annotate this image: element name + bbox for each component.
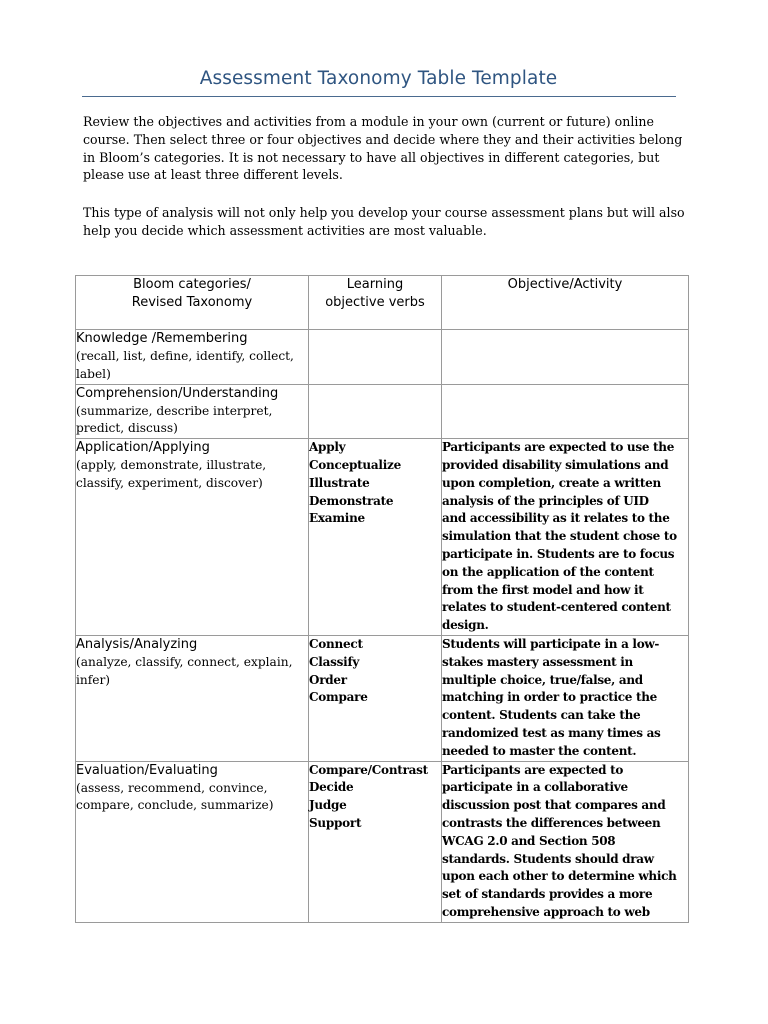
header-text: Objective/Activity xyxy=(507,277,623,292)
verb: Illustrate xyxy=(309,475,370,490)
category-description: predict, discuss) xyxy=(76,421,178,436)
verbs-cell[interactable] xyxy=(309,635,442,761)
verbs-cell[interactable] xyxy=(309,761,442,922)
objective-line: provided disability simulations and xyxy=(442,457,669,472)
header-learning-verbs xyxy=(309,276,442,330)
category-description: classify, experiment, discover) xyxy=(76,475,263,490)
category-cell xyxy=(76,761,309,922)
intro-line: Review the objectives and activities from a module in your own (current or future) online xyxy=(83,114,654,129)
category-cell xyxy=(76,384,309,439)
verb: Decide xyxy=(309,780,354,795)
table-row xyxy=(76,330,689,385)
category-cell xyxy=(76,330,309,385)
objective-line: discussion post that compares and xyxy=(442,798,666,813)
verb: Connect xyxy=(309,636,363,651)
verb: Order xyxy=(309,672,347,687)
objective-line: multiple choice, true/false, and xyxy=(442,672,643,687)
intro-line: please use at least three different levels. xyxy=(83,167,343,183)
objective-line: WCAG 2.0 and Section 508 xyxy=(442,833,616,848)
verb: Conceptualize xyxy=(309,457,401,472)
objective-cell[interactable] xyxy=(442,439,689,636)
objective-line: analysis of the principles of UID xyxy=(442,493,649,508)
objective-line: design. xyxy=(442,618,489,633)
objective-line: simulation that the student chose to xyxy=(442,529,677,544)
verbs-cell[interactable] xyxy=(309,330,442,385)
objective-line: and accessibility as it relates to the xyxy=(442,511,670,526)
objective-line: on the application of the content xyxy=(442,564,654,579)
category-cell xyxy=(76,635,309,761)
category-description: compare, conclude, summarize) xyxy=(76,798,274,813)
header-text: objective verbs xyxy=(325,295,425,310)
objective-line: needed to master the content. xyxy=(442,743,637,758)
verbs-cell[interactable] xyxy=(309,384,442,439)
analysis-line: This type of analysis will not only help you develop your course assessment plans but will also xyxy=(83,205,685,220)
verb: Compare/Contrast xyxy=(309,762,428,777)
objective-line: Participants are expected to use the xyxy=(442,440,675,455)
document-title: Assessment Taxonomy Table Template xyxy=(199,68,558,89)
objective-line: content. Students can take the xyxy=(442,708,641,723)
category-description: label) xyxy=(76,366,111,381)
objective-line: standards. Students should draw xyxy=(442,851,654,866)
intro-paragraph xyxy=(83,113,683,184)
title-divider xyxy=(82,96,676,97)
header-text: Learning xyxy=(346,277,404,292)
header-text: Revised Taxonomy xyxy=(131,295,253,310)
objective-cell[interactable] xyxy=(442,384,689,439)
objective-cell[interactable] xyxy=(442,330,689,385)
header-objective-activity xyxy=(442,276,689,330)
header-text: Bloom categories/ xyxy=(133,277,251,292)
verb: Demonstrate xyxy=(309,493,394,508)
category-description: (apply, demonstrate, illustrate, xyxy=(76,458,267,473)
analysis-line: help you decide which assessment activities are most valuable. xyxy=(83,222,487,238)
table-header-row xyxy=(76,276,689,330)
category-name: Evaluation/Evaluating xyxy=(76,762,218,778)
verb: Apply xyxy=(309,440,346,455)
verb: Classify xyxy=(309,654,360,669)
objective-line: relates to student-centered content xyxy=(442,600,671,615)
objective-line: comprehensive approach to web xyxy=(442,904,650,919)
objective-line: randomized test as many times as xyxy=(442,725,661,740)
category-name: Comprehension/Understanding xyxy=(76,385,279,401)
category-name: Knowledge /Remembering xyxy=(76,331,248,346)
intro-line: in Bloom’s categories. It is not necessary to have all objectives in different categories, but xyxy=(83,149,660,165)
category-name: Application/Applying xyxy=(76,440,210,456)
table-row xyxy=(76,439,689,636)
category-description: infer) xyxy=(76,672,111,687)
objective-line: participate in a collaborative xyxy=(442,780,628,795)
table-row xyxy=(76,384,689,439)
objective-line: from the first model and how it xyxy=(442,582,644,597)
verb: Examine xyxy=(309,511,365,526)
objective-line: set of standards provides a more xyxy=(442,887,653,902)
taxonomy-table xyxy=(75,275,689,923)
verb: Support xyxy=(309,815,362,830)
table-row xyxy=(76,761,689,922)
category-cell xyxy=(76,439,309,636)
objective-line: upon completion, create a written xyxy=(442,475,661,490)
table-row xyxy=(76,635,689,761)
category-description: (summarize, describe interpret, xyxy=(76,403,273,418)
verbs-cell[interactable] xyxy=(309,439,442,636)
objective-line: Students will participate in a low- xyxy=(442,636,660,651)
verb: Compare xyxy=(309,690,368,705)
category-description: (analyze, classify, connect, explain, xyxy=(76,654,293,669)
category-name: Analysis/Analyzing xyxy=(76,636,198,652)
category-description: (recall, list, define, identify, collect, xyxy=(76,349,294,363)
verb: Judge xyxy=(309,798,347,813)
intro-line: course. Then select three or four objectives and decide where they and their activities belong xyxy=(83,131,683,147)
objective-line: Participants are expected to xyxy=(442,762,624,777)
objective-cell[interactable] xyxy=(442,761,689,922)
objective-line: matching in order to practice the xyxy=(442,690,657,705)
objective-line: upon each other to determine which xyxy=(442,869,677,884)
objective-line: contrasts the differences between xyxy=(442,815,661,830)
objective-cell[interactable] xyxy=(442,635,689,761)
objective-line: stakes mastery assessment in xyxy=(442,654,633,669)
analysis-paragraph xyxy=(83,204,683,240)
header-bloom-categories xyxy=(76,276,309,330)
category-description: (assess, recommend, convince, xyxy=(76,780,268,795)
objective-line: participate in. Students are to focus xyxy=(442,546,675,561)
